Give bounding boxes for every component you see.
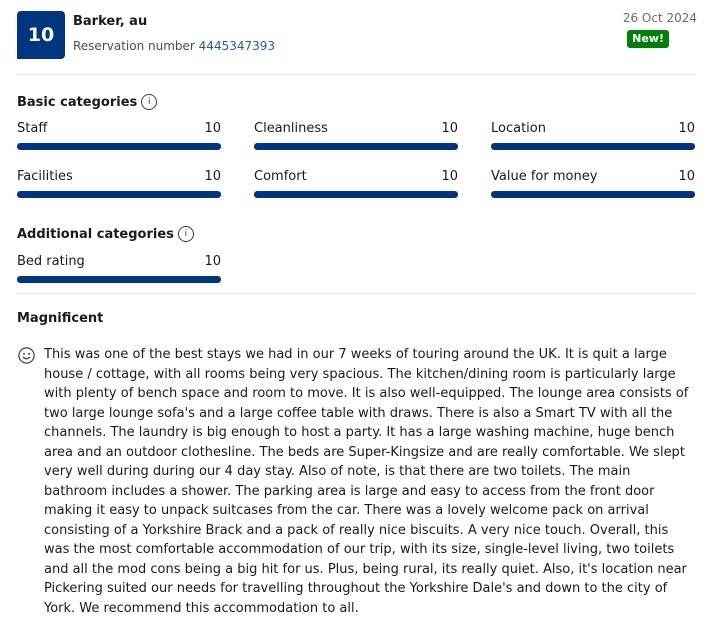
divider bbox=[17, 74, 696, 75]
category-bar bbox=[254, 143, 458, 150]
score-badge: 10 bbox=[17, 11, 65, 59]
review-title: Magnificent bbox=[17, 311, 104, 326]
review-date: 26 Oct 2024 bbox=[622, 11, 697, 25]
review-text: This was one of the best stays we had in our 7 weeks of touring around the UK. It is quit a large house / cottage, with all rooms being very spacious. The kitchen/dining room is particularly large with plenty of bench space and room to move. It is also well-equipped. The lounge area consists of two large lounge sofa's and a large coffee table with draws. There is also a Smart TV with all the channels. The laundry is big enough to host a party. It has a large washing machine, huge bench area and an outdoor clothesline. The beds are Super-Kingsize and are really comfortable. We slept very well during during our 4 day stay. Also of note, is that there are two toilets. The main bathroom includes a shower. The parking area is large and easy to access from the front door making it easy to unpack suitcases from the car. There was a lovely welcome pack on arrival consisting of a Yorkshire Brack and a pack of really nice biscuits. A very nice touch. Overall, this was the most comfortable accommodation of our trip, with its size, single-level living, two toilets and all the mod cons being a big hit for us. Plus, being rural, its really quiet. Also, it's location near Pickering suited our needs for travelling throughout the Yorkshire Dale's and down to the city of York. We recommend this accommodation to all. bbox=[44, 347, 689, 616]
new-badge: New! bbox=[627, 30, 669, 48]
category-location bbox=[491, 121, 695, 151]
category-label: Facilities bbox=[17, 169, 73, 184]
category-bar-fill bbox=[17, 143, 221, 150]
smiley-icon bbox=[18, 347, 35, 364]
category-comfort bbox=[254, 169, 458, 199]
category-facilities bbox=[17, 169, 221, 199]
category-label: Cleanliness bbox=[254, 121, 328, 136]
category-bar-fill bbox=[17, 276, 221, 283]
reservation-label: Reservation number bbox=[73, 39, 195, 53]
category-staff bbox=[17, 121, 221, 151]
reservation-info bbox=[73, 39, 275, 53]
category-value-for-money bbox=[491, 169, 695, 199]
additional-categories-heading bbox=[17, 226, 194, 242]
category-label: Bed rating bbox=[17, 254, 85, 269]
info-icon[interactable]: i bbox=[141, 94, 157, 110]
reviewer-name: Barker, au bbox=[73, 14, 148, 29]
basic-categories-title: Basic categories bbox=[17, 94, 138, 110]
category-bar-fill bbox=[254, 143, 458, 150]
category-bar bbox=[17, 276, 221, 283]
category-bar bbox=[254, 191, 458, 198]
category-score: 10 bbox=[678, 121, 695, 136]
category-bar bbox=[17, 191, 221, 198]
category-bar bbox=[491, 143, 695, 150]
additional-categories-title: Additional categories bbox=[17, 226, 174, 242]
category-score: 10 bbox=[204, 121, 221, 136]
category-score: 10 bbox=[204, 254, 221, 269]
category-label: Comfort bbox=[254, 169, 307, 184]
basic-categories-heading bbox=[17, 94, 157, 110]
category-bar bbox=[17, 143, 221, 150]
category-bar-fill bbox=[17, 191, 221, 198]
review-header bbox=[17, 11, 697, 61]
reservation-number-link[interactable]: 4445347393 bbox=[198, 39, 276, 53]
info-icon[interactable]: i bbox=[178, 226, 194, 242]
category-bar-fill bbox=[491, 191, 695, 198]
divider bbox=[17, 293, 696, 294]
category-label: Location bbox=[491, 121, 546, 136]
category-label: Staff bbox=[17, 121, 48, 136]
category-score: 10 bbox=[441, 121, 458, 136]
category-bar-fill bbox=[254, 191, 458, 198]
category-cleanliness bbox=[254, 121, 458, 151]
category-score: 10 bbox=[441, 169, 458, 184]
category-bed-rating bbox=[17, 254, 221, 284]
category-label: Value for money bbox=[491, 169, 598, 184]
category-score: 10 bbox=[204, 169, 221, 184]
category-bar-fill bbox=[491, 143, 695, 150]
category-score: 10 bbox=[678, 169, 695, 184]
category-bar bbox=[491, 191, 695, 198]
